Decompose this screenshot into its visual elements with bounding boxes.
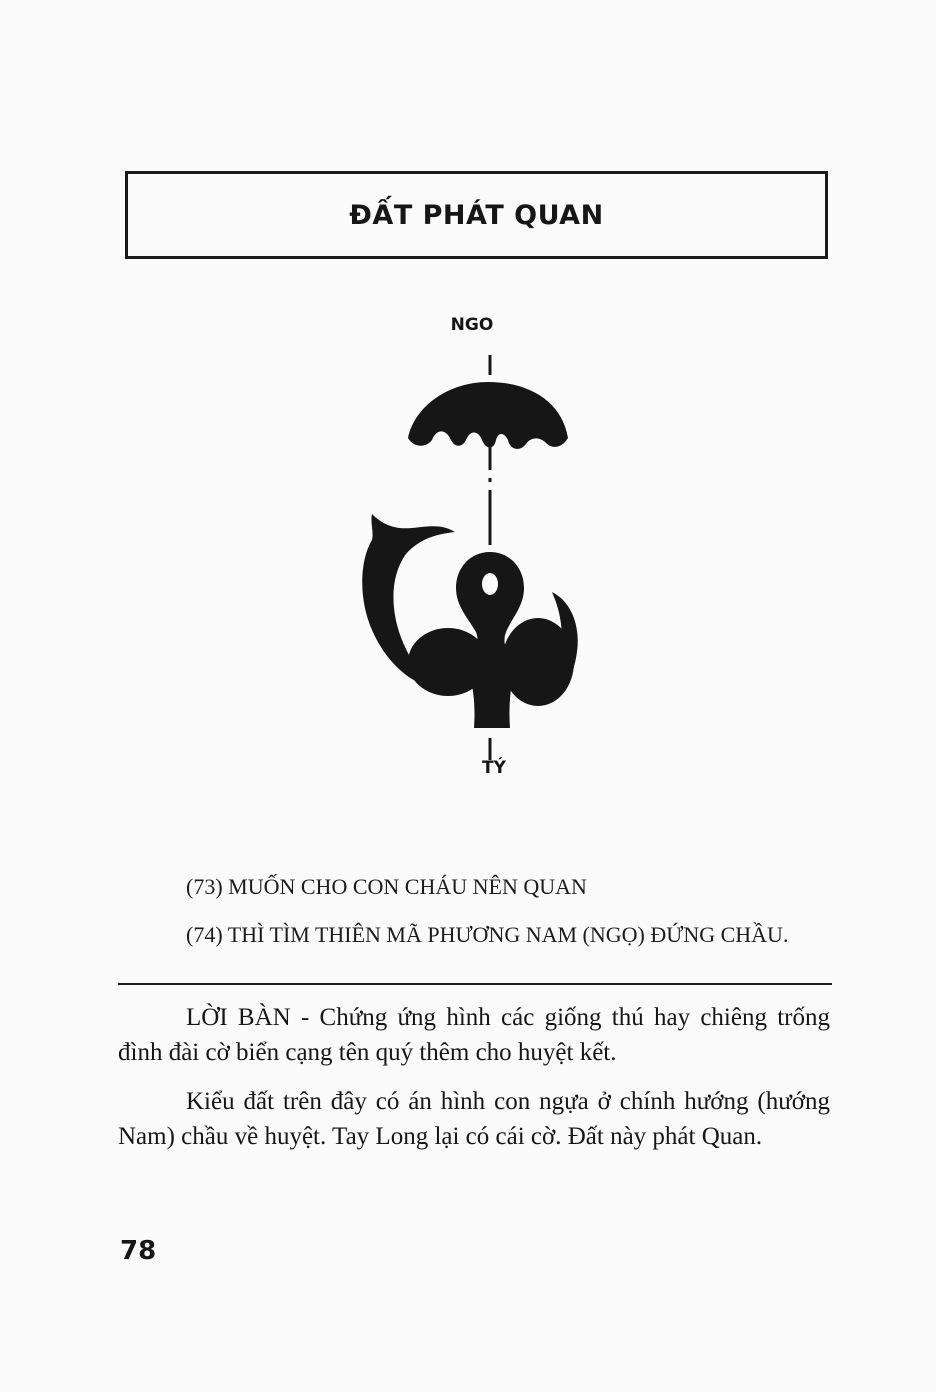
commentary-text-2: Kiểu đất trên đây có án hình con ngựa ở chính hướng (hướng Nam) chầu về huyệt. Tay Long lại có cái cờ. Đất này phát Quan.: [118, 1088, 830, 1150]
verse-line-73: (73) MUỐN CHO CON CHÁU NÊN QUAN: [186, 874, 587, 899]
page-number: 78: [120, 1236, 157, 1266]
commentary-paragraph-2: [118, 1084, 830, 1154]
page-title: ĐẤT PHÁT QUAN: [349, 199, 604, 231]
title-box: [125, 171, 828, 259]
south-direction-label: TÝ: [482, 758, 506, 778]
commentary-paragraph-1: [118, 1000, 830, 1070]
verse-line-74: (74) THÌ TÌM THIÊN MÃ PHƯƠNG NAM (NGỌ) ĐỨNG CHẦU.: [186, 922, 789, 947]
commentary-text-1: LỜI BÀN - Chứng ứng hình các giống thú hay chiêng trống đình đài cờ biển cạng tên quý thêm cho huyệt kết.: [118, 1004, 830, 1066]
north-direction-label: NGO: [450, 315, 494, 335]
horse-mound-shape: [408, 382, 568, 449]
horizontal-divider: [118, 983, 832, 985]
burial-point-marker: [482, 573, 498, 595]
feng-shui-land-diagram: [340, 340, 600, 770]
